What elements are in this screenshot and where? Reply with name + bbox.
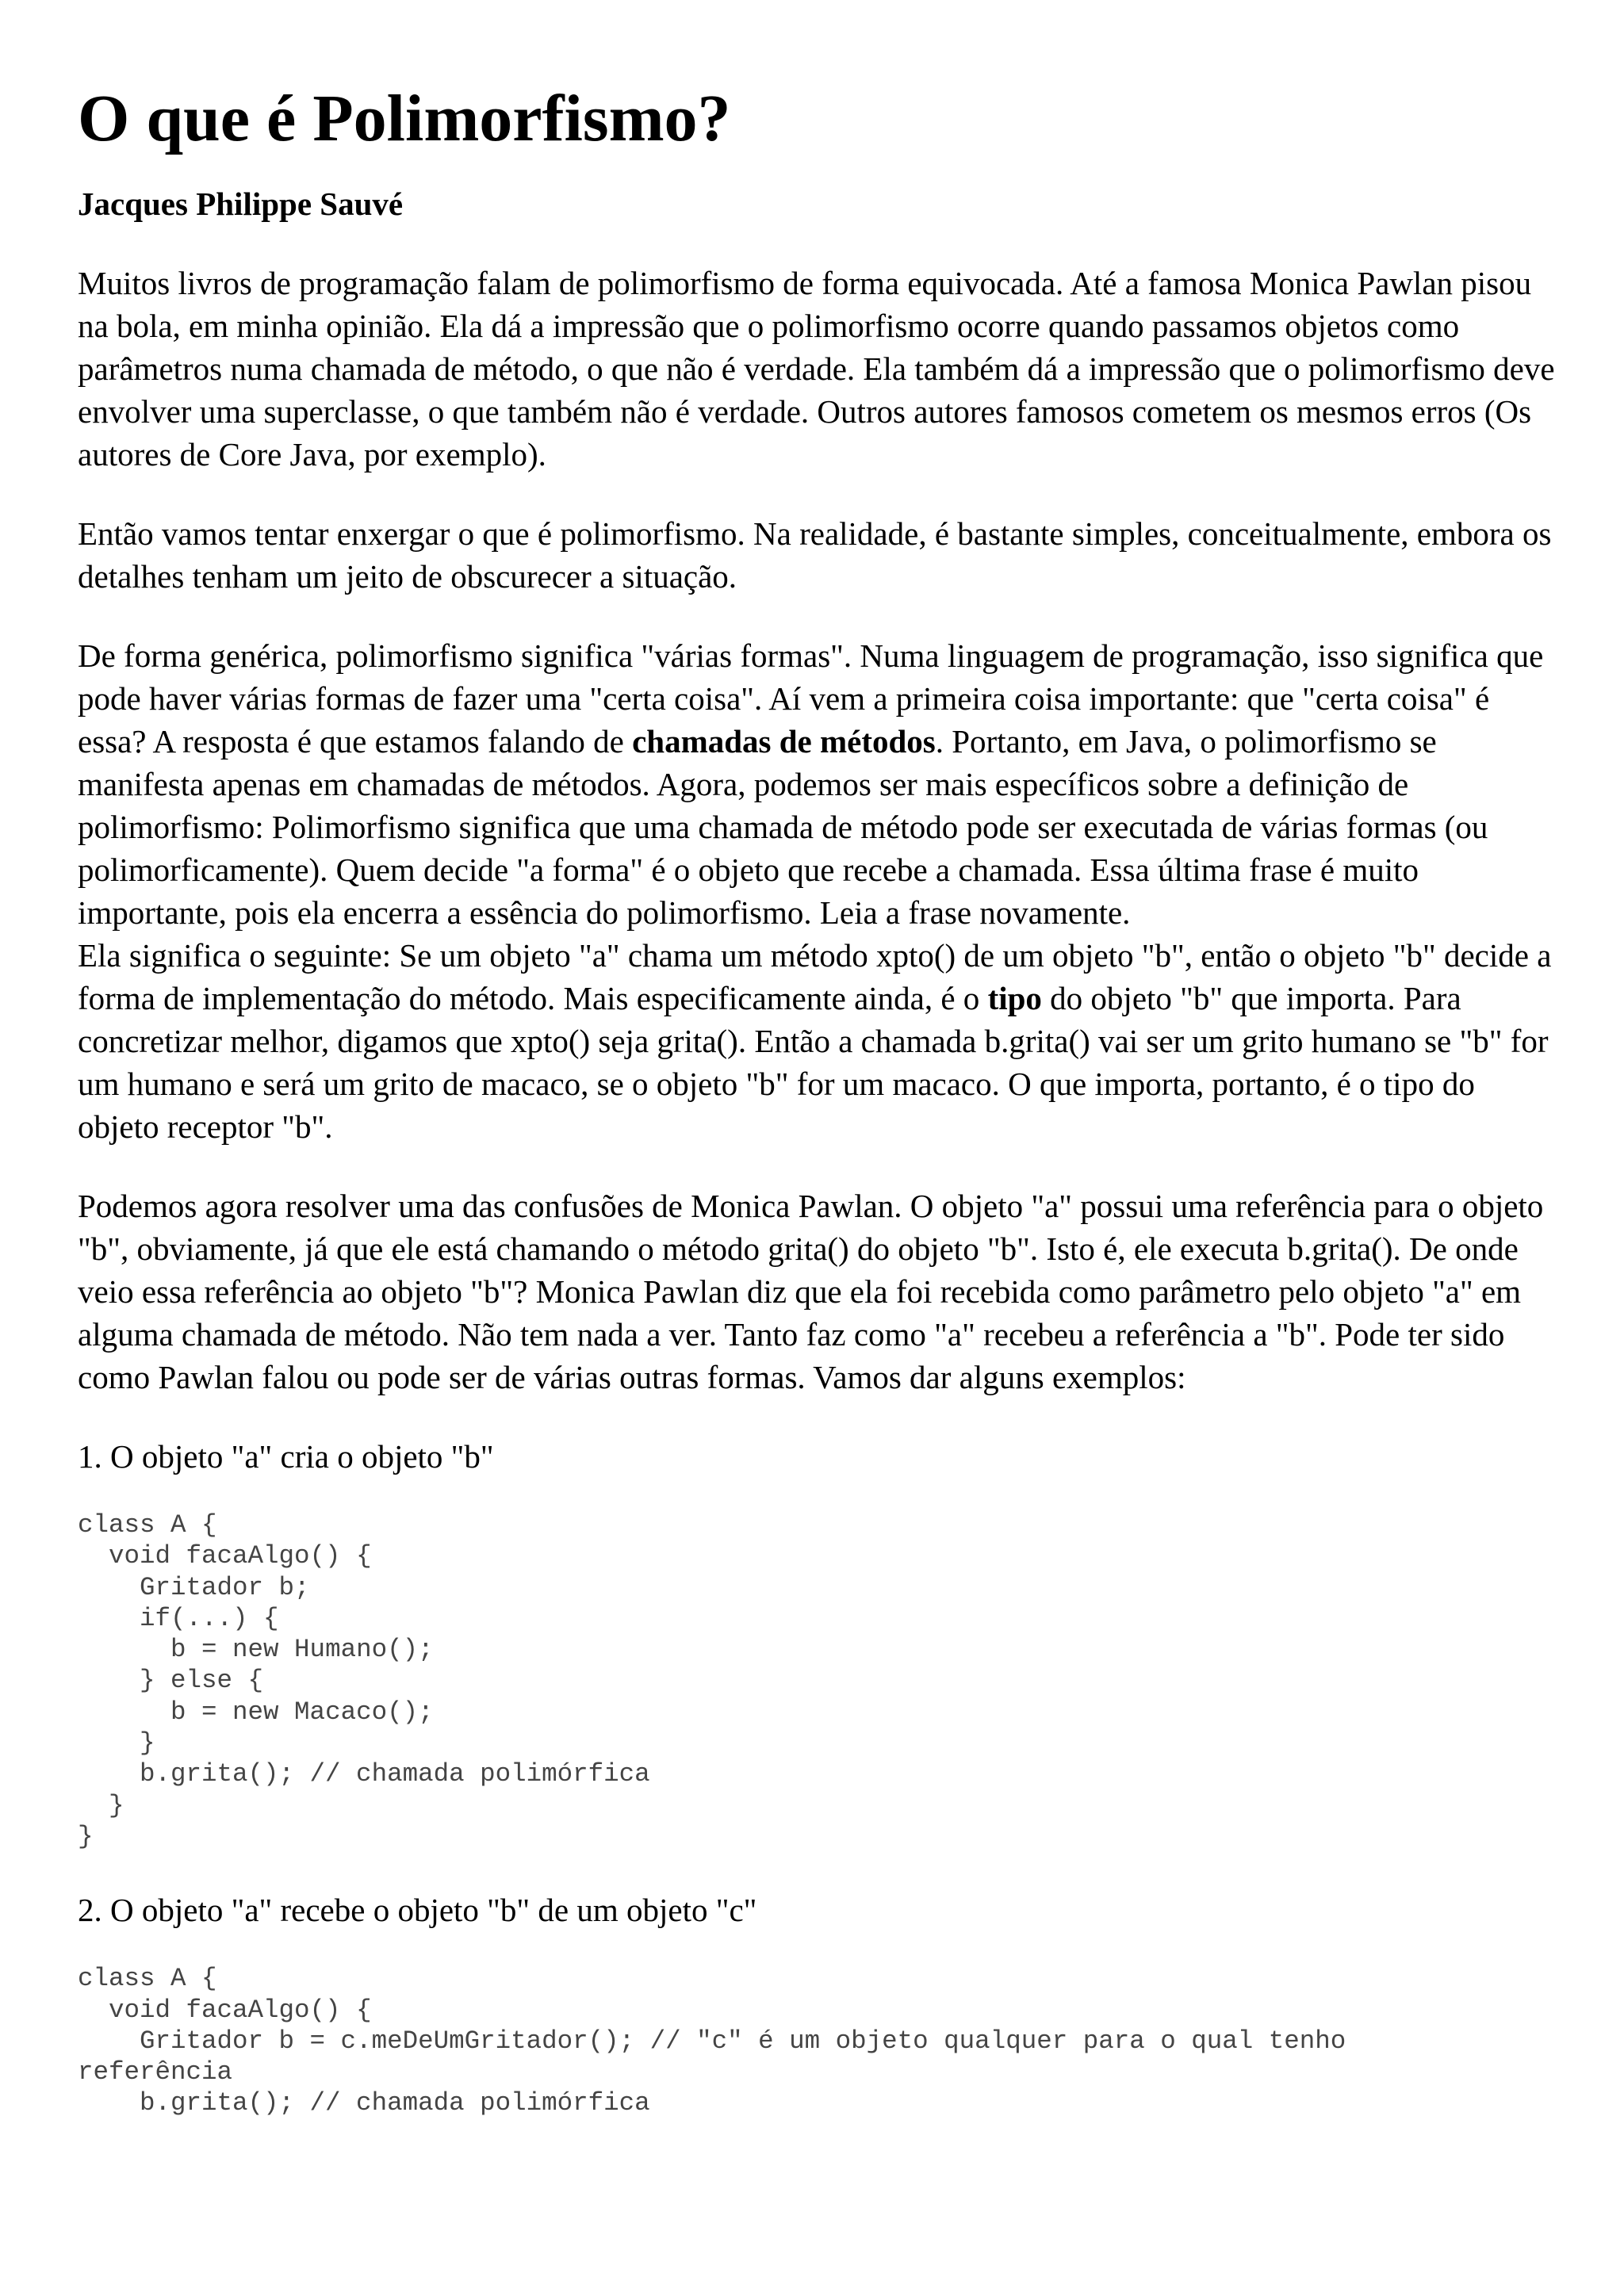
- paragraph-4-text-a: Ela significa o seguinte: Se um objeto "a" chama um método xpto() de um objeto "b", então o objeto "b" decide a forma de implementação do método. Mais especificamente ainda, é o: [78, 937, 1552, 1016]
- paragraph-4: [78, 934, 1561, 1148]
- paragraph-3: [78, 634, 1561, 934]
- paragraph-4-text-b: do objeto "b" que importa. Para concretizar melhor, digamos que xpto() seja grita(). Então a chamada b.grita() vai ser um grito humano se "b" for um humano e será um grito de macaco, se o objeto "b" for um macaco. O que importa, portanto, é o tipo do objeto receptor "b".: [78, 980, 1549, 1145]
- paragraph-3-bold: chamadas de métodos: [632, 723, 936, 760]
- page-title: O que é Polimorfismo?: [78, 82, 731, 155]
- paragraph-2: Então vamos tentar enxergar o que é polimorfismo. Na realidade, é bastante simples, conceitualmente, embora os detalhes tenham um jeito de obscurecer a situação.: [78, 515, 1552, 595]
- paragraph-4-bold: tipo: [987, 980, 1042, 1016]
- paragraph-3-text-b: . Portanto, em Java, o polimorfismo se manifesta apenas em chamadas de métodos. Agora, podemos ser mais específicos sobre a definição de polimorfismo: Polimorfismo significa que uma chamada de método pode ser executada de várias formas (ou polimorficamente). Quem decide "a forma" é o objeto que recebe a chamada. Essa última frase é muito importante, pois ela encerra a essência do polimorfismo. Leia a frase novamente.: [78, 723, 1488, 931]
- document-page: [78, 79, 1561, 2156]
- paragraph-1: Muitos livros de programação falam de polimorfismo de forma equivocada. Até a famosa Monica Pawlan pisou na bola, em minha opinião. Ela dá a impressão que o polimorfismo ocorre quando passamos objetos como parâmetros numa chamada de método, o que não é verdade. Ela também dá a impressão que o polimorfismo deve envolver uma superclasse, o que também não é verdade. Outros autores famosos cometem os mesmos erros (Os autores de Core Java, por exemplo).: [78, 265, 1555, 473]
- paragraph-3-text-a: De forma genérica, polimorfismo significa "várias formas". Numa linguagem de programação, isso significa que pode haver várias formas de fazer uma "certa coisa". Aí vem a primeira coisa importante: que "certa coisa" é essa? A resposta é que estamos falando de: [78, 637, 1544, 760]
- author-name: Jacques Philippe Sauvé: [78, 186, 404, 222]
- example-1-heading: 1. O objeto "a" cria o objeto "b": [78, 1438, 494, 1475]
- paragraph-5: Podemos agora resolver uma das confusões de Monica Pawlan. O objeto "a" possui uma referência para o objeto "b", obviamente, já que ele está chamando o método grita() do objeto "b". Isto é, ele executa b.grita(). De onde veio essa referência ao objeto "b"? Monica Pawlan diz que ela foi recebida como parâmetro pelo objeto "a" em alguma chamada de método. Não tem nada a ver. Tanto faz como "a" recebeu a referência a "b". Pode ter sido como Pawlan falou ou pode ser de várias outras formas. Vamos dar alguns exemplos:: [78, 1188, 1544, 1395]
- example-2-heading: 2. O objeto "a" recebe o objeto "b" de um objeto "c": [78, 1892, 757, 1929]
- example-2-code: class A { void facaAlgo() { Gritador b = c.meDeUmGritador(); // "c" é um objeto qualquer para o qual tenho referência b.grita(); // chamada polimórfica: [78, 1964, 1346, 2118]
- example-1-code: class A { void facaAlgo() { Gritador b; if(...) { b = new Humano(); } else { b = new Macaco(); } b.grita(); // chamada polimórfica } }: [78, 1510, 650, 1851]
